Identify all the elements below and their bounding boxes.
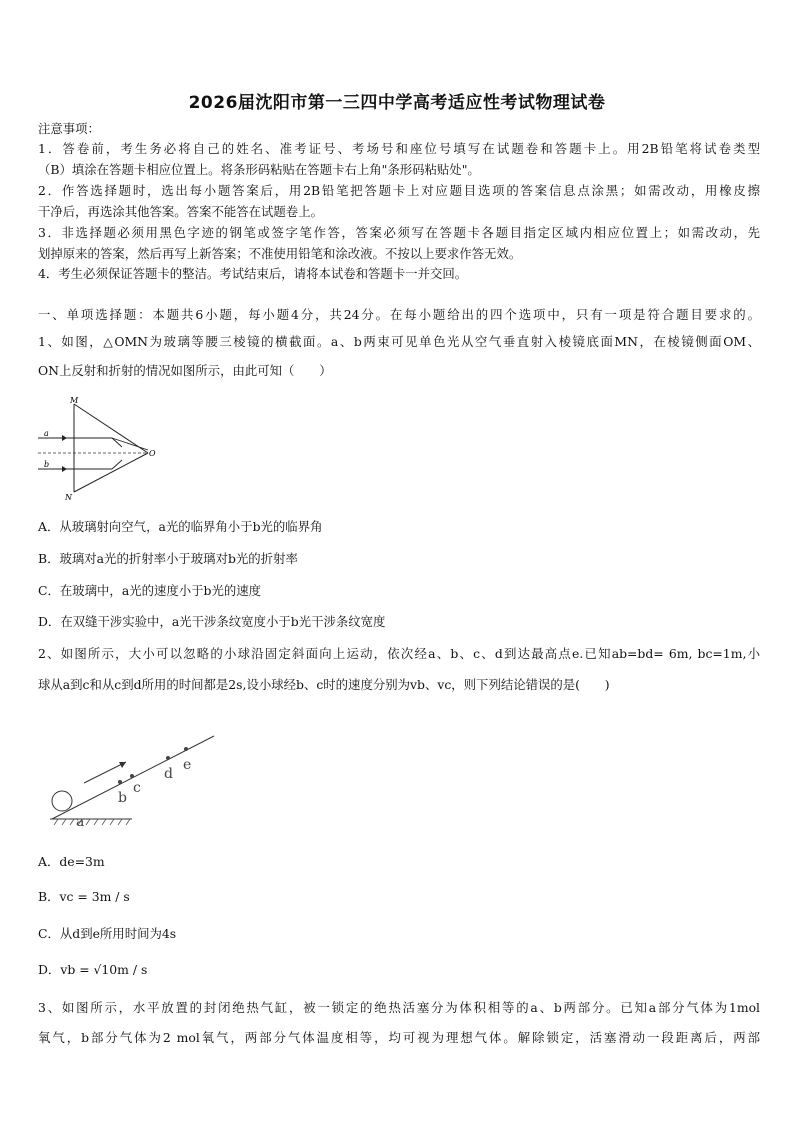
section-heading: 一、单项选择题：本题共6小题，每小题4分，共24分。在每小题给出的四个选项中，只有一项是符合题目要求的。 [38, 307, 760, 322]
q2-option-c: C．从d到e所用时间为4s [38, 926, 177, 941]
q2-stem-line-2: 球从a到c和从c到d所用的时间都是2s,设小球经b、c时的速度分别为vb、vc，则下列结论错误的是( ) [38, 677, 610, 692]
label-a: a [44, 429, 49, 438]
q2-option-a: A．de=3m [38, 854, 105, 869]
point-e-label: e [183, 757, 192, 773]
q1-stem-line-2: ON上反射和折射的情况如图所示，由此可知（ ） [38, 363, 332, 378]
label-b: b [44, 460, 50, 469]
notice-heading: 注意事项： [38, 121, 100, 136]
notice-line-5: 3．非选择题必须用黑色字迹的钢笔或签字笔作答，答案必须写在答题卡各题目指定区域内相应位置上；如需改动，先 [38, 225, 760, 240]
q1-option-d: D．在双缝干涉实验中，a光干涉条纹宽度小于b光干涉条纹宽度 [38, 614, 386, 629]
label-M: M [70, 396, 79, 405]
q2-stem-line-1: 2、如图所示，大小可以忽略的小球沿固定斜面向上运动，依次经a、b、c、d到达最高点e.已知ab=bd= 6m, bc=1m,小 [38, 646, 760, 661]
notice-line-1: 1．答卷前，考生务必将自己的姓名、准考证号、考场号和座位号填写在试题卷和答题卡上。用2B铅笔将试卷类型 [38, 141, 760, 156]
q2-option-d: D．vb = √10m / s [38, 962, 148, 977]
notice-line-6: 划掉原来的答案，然后再写上新答案；不准使用铅笔和涂改液。不按以上要求作答无效。 [38, 246, 522, 261]
q1-option-a: A．从玻璃射向空气，a光的临界角小于b光的临界角 [38, 519, 323, 534]
notice-line-7: 4．考生必须保证答题卡的整洁。考试结束后，请将本试卷和答题卡一并交回。 [38, 266, 468, 281]
point-b-label: b [118, 790, 127, 806]
q1-stem-line-1: 1、如图，△OMN为玻璃等腰三棱镜的横截面。a、b两束可见单色光从空气垂直射入棱镜底面MN，在棱镜侧面OM、 [38, 334, 760, 349]
point-c-label: c [133, 780, 141, 796]
q2-option-b: B．vc = 3m / s [38, 889, 130, 904]
q3-stem-line-2: 氧气，b部分气体为2 mol氧气，两部分气体温度相等，均可视为理想气体。解除锁定，活塞滑动一段距离后，两部 [38, 1030, 760, 1045]
label-N: N [65, 493, 72, 502]
point-a-label: a [76, 814, 85, 830]
notice-line-3: 2．作答选择题时，选出每小题答案后，用2B铅笔把答题卡上对应题目选项的答案信息点涂黑；如需改动，用橡皮擦 [38, 183, 760, 198]
q1-option-b: B．玻璃对a光的折射率小于玻璃对b光的折射率 [38, 551, 298, 566]
prism-figure [38, 392, 158, 504]
page-title: 2026届沈阳市第一三四中学高考适应性考试物理试卷 [188, 93, 606, 113]
notice-line-4: 干净后，再选涂其他答案。答案不能答在试题卷上。 [38, 204, 323, 219]
label-O: O [149, 449, 156, 458]
notice-line-2: （B）填涂在答题卡相应位置上。将条形码粘贴在答题卡右上角"条形码粘贴处"。 [38, 162, 480, 177]
q1-option-c: C．在玻璃中，a光的速度小于b光的速度 [38, 583, 262, 598]
point-d-label: d [164, 766, 173, 782]
q3-stem-line-1: 3、如图所示，水平放置的封闭绝热气缸，被一锁定的绝热活塞分为体积相等的a、b两部分。已知a部分气体为1mol [38, 1000, 760, 1015]
incline-figure [46, 728, 222, 832]
